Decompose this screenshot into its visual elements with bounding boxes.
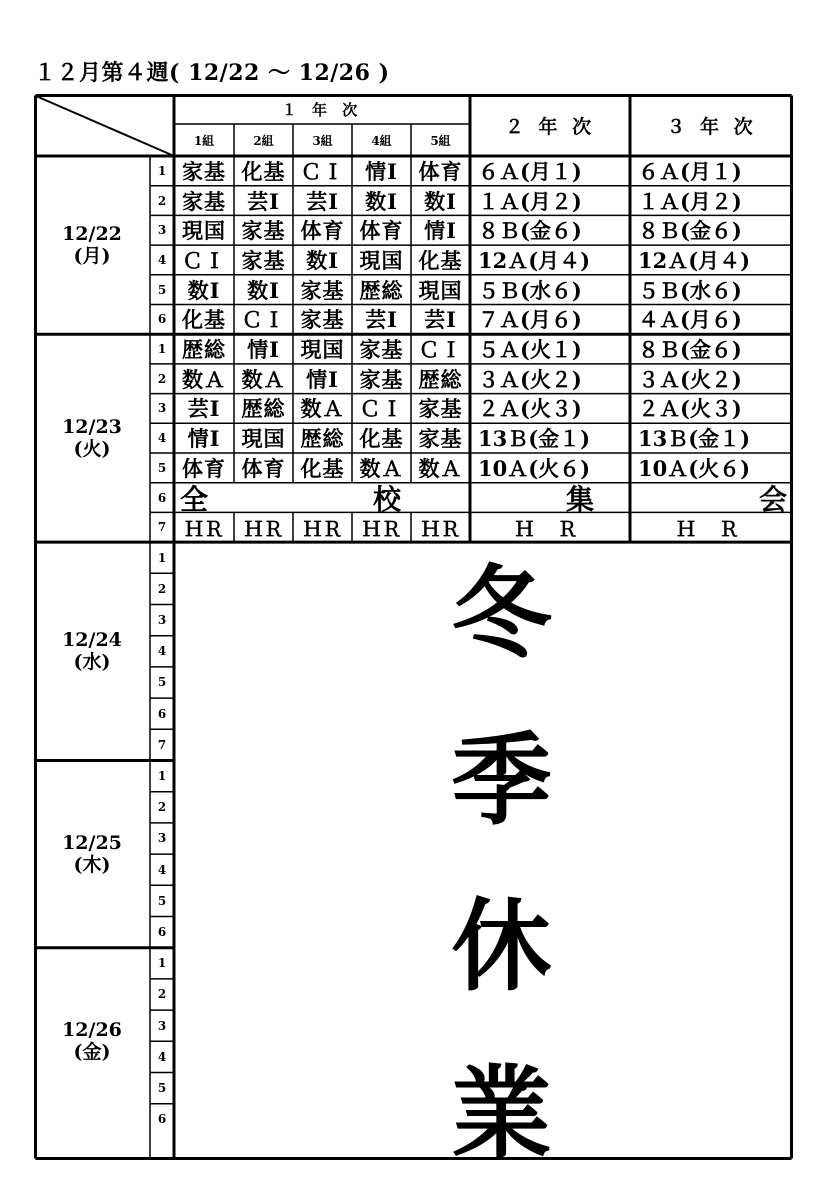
subject-cell: 家基 — [300, 307, 345, 333]
assembly-cell — [174, 483, 793, 513]
subject-cell: 情Ⅰ — [424, 218, 457, 244]
subject-cell: 芸Ⅰ — [365, 307, 398, 333]
subject-cell: 芸Ⅰ — [187, 396, 221, 422]
subject-cell: 化基 — [182, 307, 226, 333]
subject-cell: 数Ⅰ — [187, 277, 221, 303]
date-label: 12/25 — [62, 832, 122, 855]
year2-cell: ８Ｂ(金６) — [478, 218, 582, 244]
year3-cell: ８Ｂ(金６) — [638, 337, 742, 363]
subject-cell: ＣＩ — [359, 396, 404, 422]
date-cell — [34, 334, 150, 542]
subject-cell: 現国 — [418, 277, 463, 303]
hr-cell: ＨＲ — [361, 516, 402, 541]
winter-char: 季 — [451, 721, 552, 839]
subject-cell: 情Ⅰ — [187, 426, 221, 452]
year2-cell: 12Ａ(月４) — [478, 247, 591, 273]
winter-char: 業 — [451, 1054, 552, 1172]
period-number: 6 — [157, 1112, 167, 1127]
year3-cell: １Ａ(月２) — [638, 188, 742, 214]
subject-cell: 体育 — [241, 455, 286, 481]
year3-cell: 13Ｂ(金１) — [638, 426, 751, 452]
period-number: 1 — [157, 342, 167, 357]
assembly-char: 集 — [565, 482, 594, 513]
subject-cell: 化基 — [300, 455, 345, 481]
subject-cell: 歴総 — [418, 366, 463, 392]
subject-cell: 体育 — [300, 218, 345, 244]
period-number: 1 — [157, 769, 167, 784]
subject-cell: 芸Ⅰ — [306, 188, 339, 214]
subject-cell: 家基 — [241, 218, 286, 244]
period-number: 4 — [157, 431, 167, 446]
period-number: 2 — [157, 800, 167, 815]
hr-cell: ＨＲ — [184, 516, 224, 541]
period-number: 3 — [157, 401, 167, 416]
year3-cell: ３Ａ(火２) — [638, 366, 742, 392]
year2-cell: ５Ｂ(水６) — [478, 277, 582, 303]
subject-cell: ＣＩ — [300, 158, 345, 184]
subject-cell: 現国 — [182, 218, 226, 244]
weekday-label: (金) — [73, 1041, 111, 1064]
year1-header: １ 年 次 — [281, 100, 363, 119]
period-number: 1 — [157, 550, 167, 565]
class-header: 3組 — [312, 133, 333, 148]
subject-cell: 数Ⅰ — [365, 188, 398, 214]
subject-cell: 歴総 — [182, 337, 226, 363]
period-number: 3 — [157, 223, 167, 238]
year3-cell: ５Ｂ(水６) — [638, 277, 742, 303]
header-diagonal — [36, 96, 174, 156]
year2-cell: ７Ａ(月６) — [478, 307, 582, 333]
period-number: 5 — [157, 675, 167, 690]
subject-cell: 化基 — [359, 426, 404, 452]
subject-cell: 数Ⅰ — [424, 188, 457, 214]
period-number: 4 — [157, 1049, 167, 1064]
subject-cell: 芸Ⅰ — [247, 188, 280, 214]
period-number: 3 — [157, 831, 167, 846]
subject-cell: 歴総 — [359, 277, 404, 303]
period-number: 7 — [157, 737, 167, 752]
period-number: 5 — [157, 1081, 167, 1096]
year2-hr-cell: Ｈ Ｒ — [514, 516, 586, 541]
hr-cell: ＨＲ — [420, 516, 461, 541]
year3-cell: ２Ａ(火３) — [638, 396, 742, 422]
subject-cell: 数Ⅰ — [247, 277, 280, 303]
subject-cell: 現国 — [241, 426, 286, 452]
subject-cell: 数Ⅰ — [306, 247, 339, 273]
date-label: 12/22 — [62, 223, 122, 246]
date-cell — [34, 948, 150, 1135]
winter-break-label — [210, 555, 793, 1172]
year3-header: ３ 年 次 — [666, 115, 757, 138]
period-number: 4 — [157, 252, 167, 267]
weekday-label: (木) — [73, 854, 111, 877]
subject-cell: 家基 — [300, 277, 345, 303]
subject-cell: 家基 — [359, 337, 404, 363]
year2-cell: 10Ａ(火６) — [478, 455, 591, 481]
class-header: 4組 — [371, 133, 392, 148]
subject-cell: 数Ａ — [241, 366, 286, 392]
assembly-char: 全 — [180, 482, 209, 513]
subject-cell: 家基 — [359, 366, 404, 392]
subject-cell: 家基 — [418, 426, 463, 452]
year3-hr-cell: Ｈ Ｒ — [676, 516, 747, 541]
subject-cell: 体育 — [418, 158, 463, 184]
subject-cell: 歴総 — [300, 426, 345, 452]
date-cell — [34, 542, 150, 760]
subject-cell: ＣＩ — [418, 337, 463, 363]
period-number: 2 — [157, 193, 167, 208]
subject-cell: 情Ⅰ — [247, 337, 280, 363]
subject-cell: 化基 — [418, 247, 463, 273]
subject-cell: 家基 — [241, 247, 286, 273]
subject-cell: 芸Ⅰ — [424, 307, 457, 333]
date-label: 12/23 — [62, 416, 122, 439]
period-number: 6 — [157, 490, 167, 505]
period-number: 6 — [157, 312, 167, 327]
subject-cell: 家基 — [182, 188, 226, 214]
year2-header: ２ 年 次 — [504, 115, 596, 138]
subject-cell: 家基 — [418, 396, 463, 422]
period-number: 5 — [157, 460, 167, 475]
date-cell — [34, 156, 150, 334]
year3-cell: 12Ａ(月４) — [638, 247, 751, 273]
subject-cell: 化基 — [241, 158, 286, 184]
weekday-label: (水) — [73, 651, 111, 674]
subject-cell: ＣＩ — [182, 247, 226, 273]
page-title: １２月第４週( 12/22 ～ 12/26 ) — [34, 60, 390, 86]
year3-cell: 10Ａ(火６) — [638, 455, 751, 481]
year3-cell: ４Ａ(月６) — [638, 307, 742, 333]
period-number: 1 — [157, 956, 167, 971]
year2-cell: ３Ａ(火２) — [478, 366, 582, 392]
period-number: 2 — [157, 581, 167, 596]
year2-cell: ５Ａ(火１) — [478, 337, 582, 363]
subject-cell: 数Ａ — [300, 396, 345, 422]
period-number: 4 — [157, 644, 167, 659]
period-number: 6 — [157, 706, 167, 721]
subject-cell: ＣＩ — [241, 307, 286, 333]
period-number: 2 — [157, 987, 167, 1002]
period-number: 7 — [157, 520, 167, 535]
period-number: 4 — [157, 862, 167, 877]
subject-cell: 数Ａ — [418, 455, 463, 481]
subject-cell: 体育 — [359, 218, 404, 244]
class-header: 1組 — [193, 133, 215, 148]
class-header: 2組 — [253, 133, 274, 148]
subject-cell: 数Ａ — [182, 366, 226, 392]
period-number: 5 — [157, 282, 167, 297]
period-number: 6 — [157, 925, 167, 940]
assembly-char: 会 — [758, 482, 787, 513]
date-cell — [34, 761, 150, 948]
hr-cell: ＨＲ — [302, 516, 343, 541]
subject-cell: 体育 — [182, 455, 226, 481]
class-header: 5組 — [430, 133, 451, 148]
hr-cell: ＨＲ — [243, 516, 284, 541]
year3-cell: ６Ａ(月１) — [638, 158, 742, 184]
subject-cell: 現国 — [359, 247, 404, 273]
subject-cell: 家基 — [182, 158, 226, 184]
subject-cell: 歴総 — [241, 396, 286, 422]
period-number: 2 — [157, 371, 167, 386]
period-number: 3 — [157, 613, 167, 628]
subject-cell: 情Ⅰ — [306, 366, 339, 392]
year2-cell: ６Ａ(月１) — [478, 158, 582, 184]
assembly-char: 校 — [372, 482, 401, 513]
period-number: 3 — [157, 1018, 167, 1033]
winter-char: 冬 — [451, 555, 552, 672]
period-number: 1 — [157, 163, 167, 178]
subject-cell: 現国 — [300, 337, 345, 363]
schedule-table — [34, 94, 793, 1172]
subject-cell: 数Ａ — [359, 455, 404, 481]
year3-cell: ８Ｂ(金６) — [638, 218, 742, 244]
date-label: 12/24 — [62, 629, 122, 652]
weekday-label: (月) — [73, 245, 111, 268]
period-number: 5 — [157, 893, 167, 908]
year2-cell: 13Ｂ(金１) — [478, 426, 591, 452]
winter-char: 休 — [451, 888, 552, 1006]
subject-cell: 情Ⅰ — [365, 158, 398, 184]
year2-cell: １Ａ(月２) — [478, 188, 582, 214]
year2-cell: ２Ａ(火３) — [478, 396, 582, 422]
date-label: 12/26 — [62, 1019, 122, 1042]
weekday-label: (火) — [73, 438, 111, 461]
